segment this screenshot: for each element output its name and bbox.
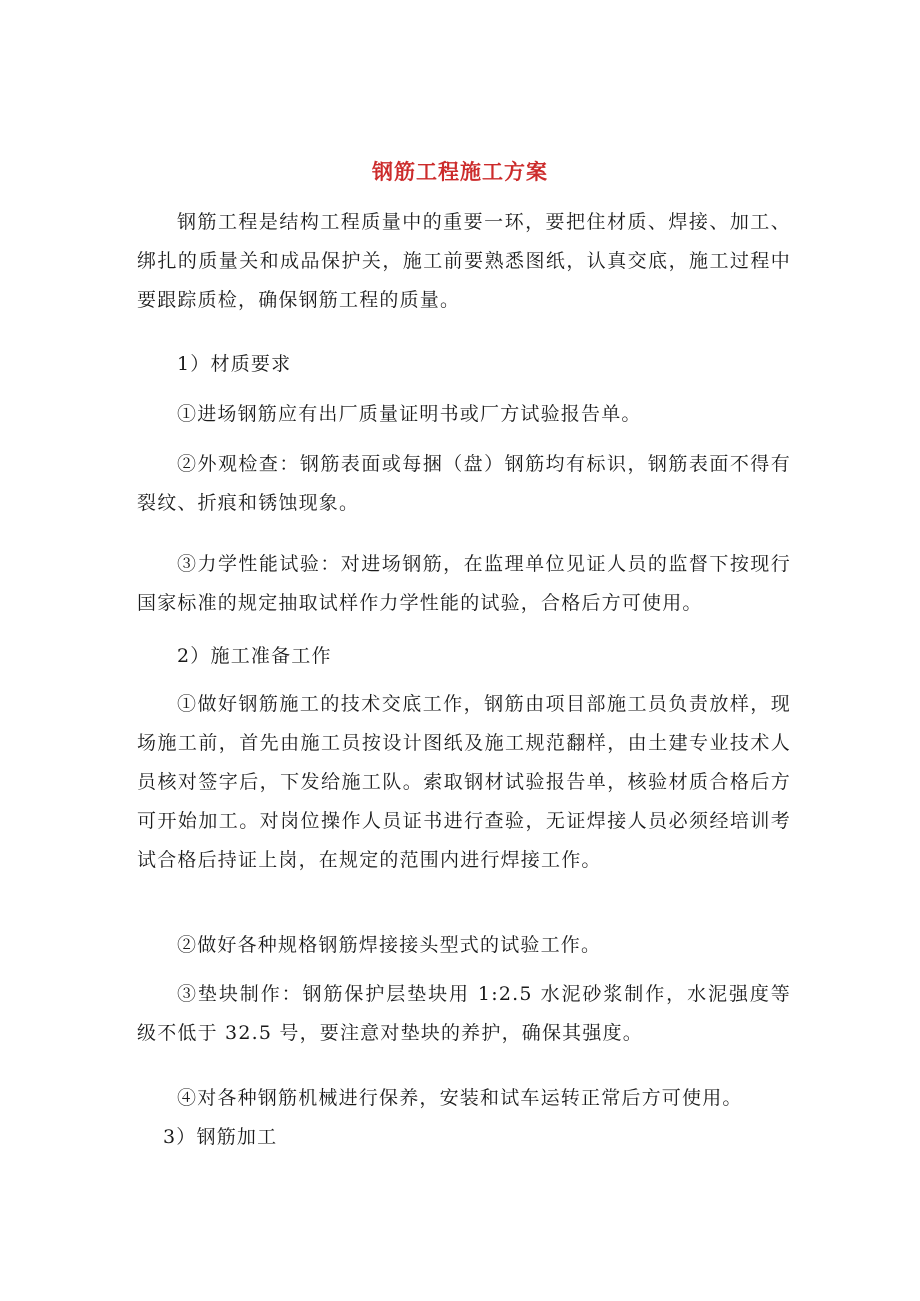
intro-paragraph: 钢筋工程是结构工程质量中的重要一环，要把住材质、焊接、加工、绑扎的质量关和成品保护关，施工前要熟悉图纸，认真交底，施工过程中要跟踪质检，确保钢筋工程的质量。 xyxy=(137,211,791,311)
section-2-item-3: ③垫块制作：钢筋保护层垫块用 1:2.5 水泥砂浆制作，水泥强度等级不低于 32.5 号，要注意对垫块的养护，确保其强度。 xyxy=(137,983,791,1044)
section-1-item-1: ①进场钢筋应有出厂质量证明书或厂方试验报告单。 xyxy=(177,403,642,425)
section-2-item-1: ①做好钢筋施工的技术交底工作，钢筋由项目部施工员负责放样，现场施工前，首先由施工员按设计图纸及施工规范翻样，由土建专业技术人员核对签字后，下发给施工队。索取钢材试验报告单，核验材质合格后方可开始加工。对岗位操作人员证书进行查验，无证焊接人员必须经培训考试合格后持证上岗，在规定的范围内进行焊接工作。 xyxy=(137,693,791,871)
section-1-item-2: ②外观检查：钢筋表面或每捆（盘）钢筋均有标识，钢筋表面不得有裂纹、折痕和锈蚀现象。 xyxy=(137,453,791,514)
section-1-item-3: ③力学性能试验：对进场钢筋，在监理单位见证人员的监督下按现行国家标准的规定抽取试样作力学性能的试验，合格后方可使用。 xyxy=(137,553,791,614)
section-2-item-2: ②做好各种规格钢筋焊接接头型式的试验工作。 xyxy=(177,934,602,956)
document-title: 钢筋工程施工方案 xyxy=(372,159,548,185)
section-2-heading: 2）施工准备工作 xyxy=(177,645,332,667)
section-1-heading: 1）材质要求 xyxy=(177,353,292,375)
section-2-item-4: ④对各种钢筋机械进行保养，安装和试车运转正常后方可使用。 xyxy=(177,1087,743,1109)
section-3-heading: 3）钢筋加工 xyxy=(163,1126,278,1148)
